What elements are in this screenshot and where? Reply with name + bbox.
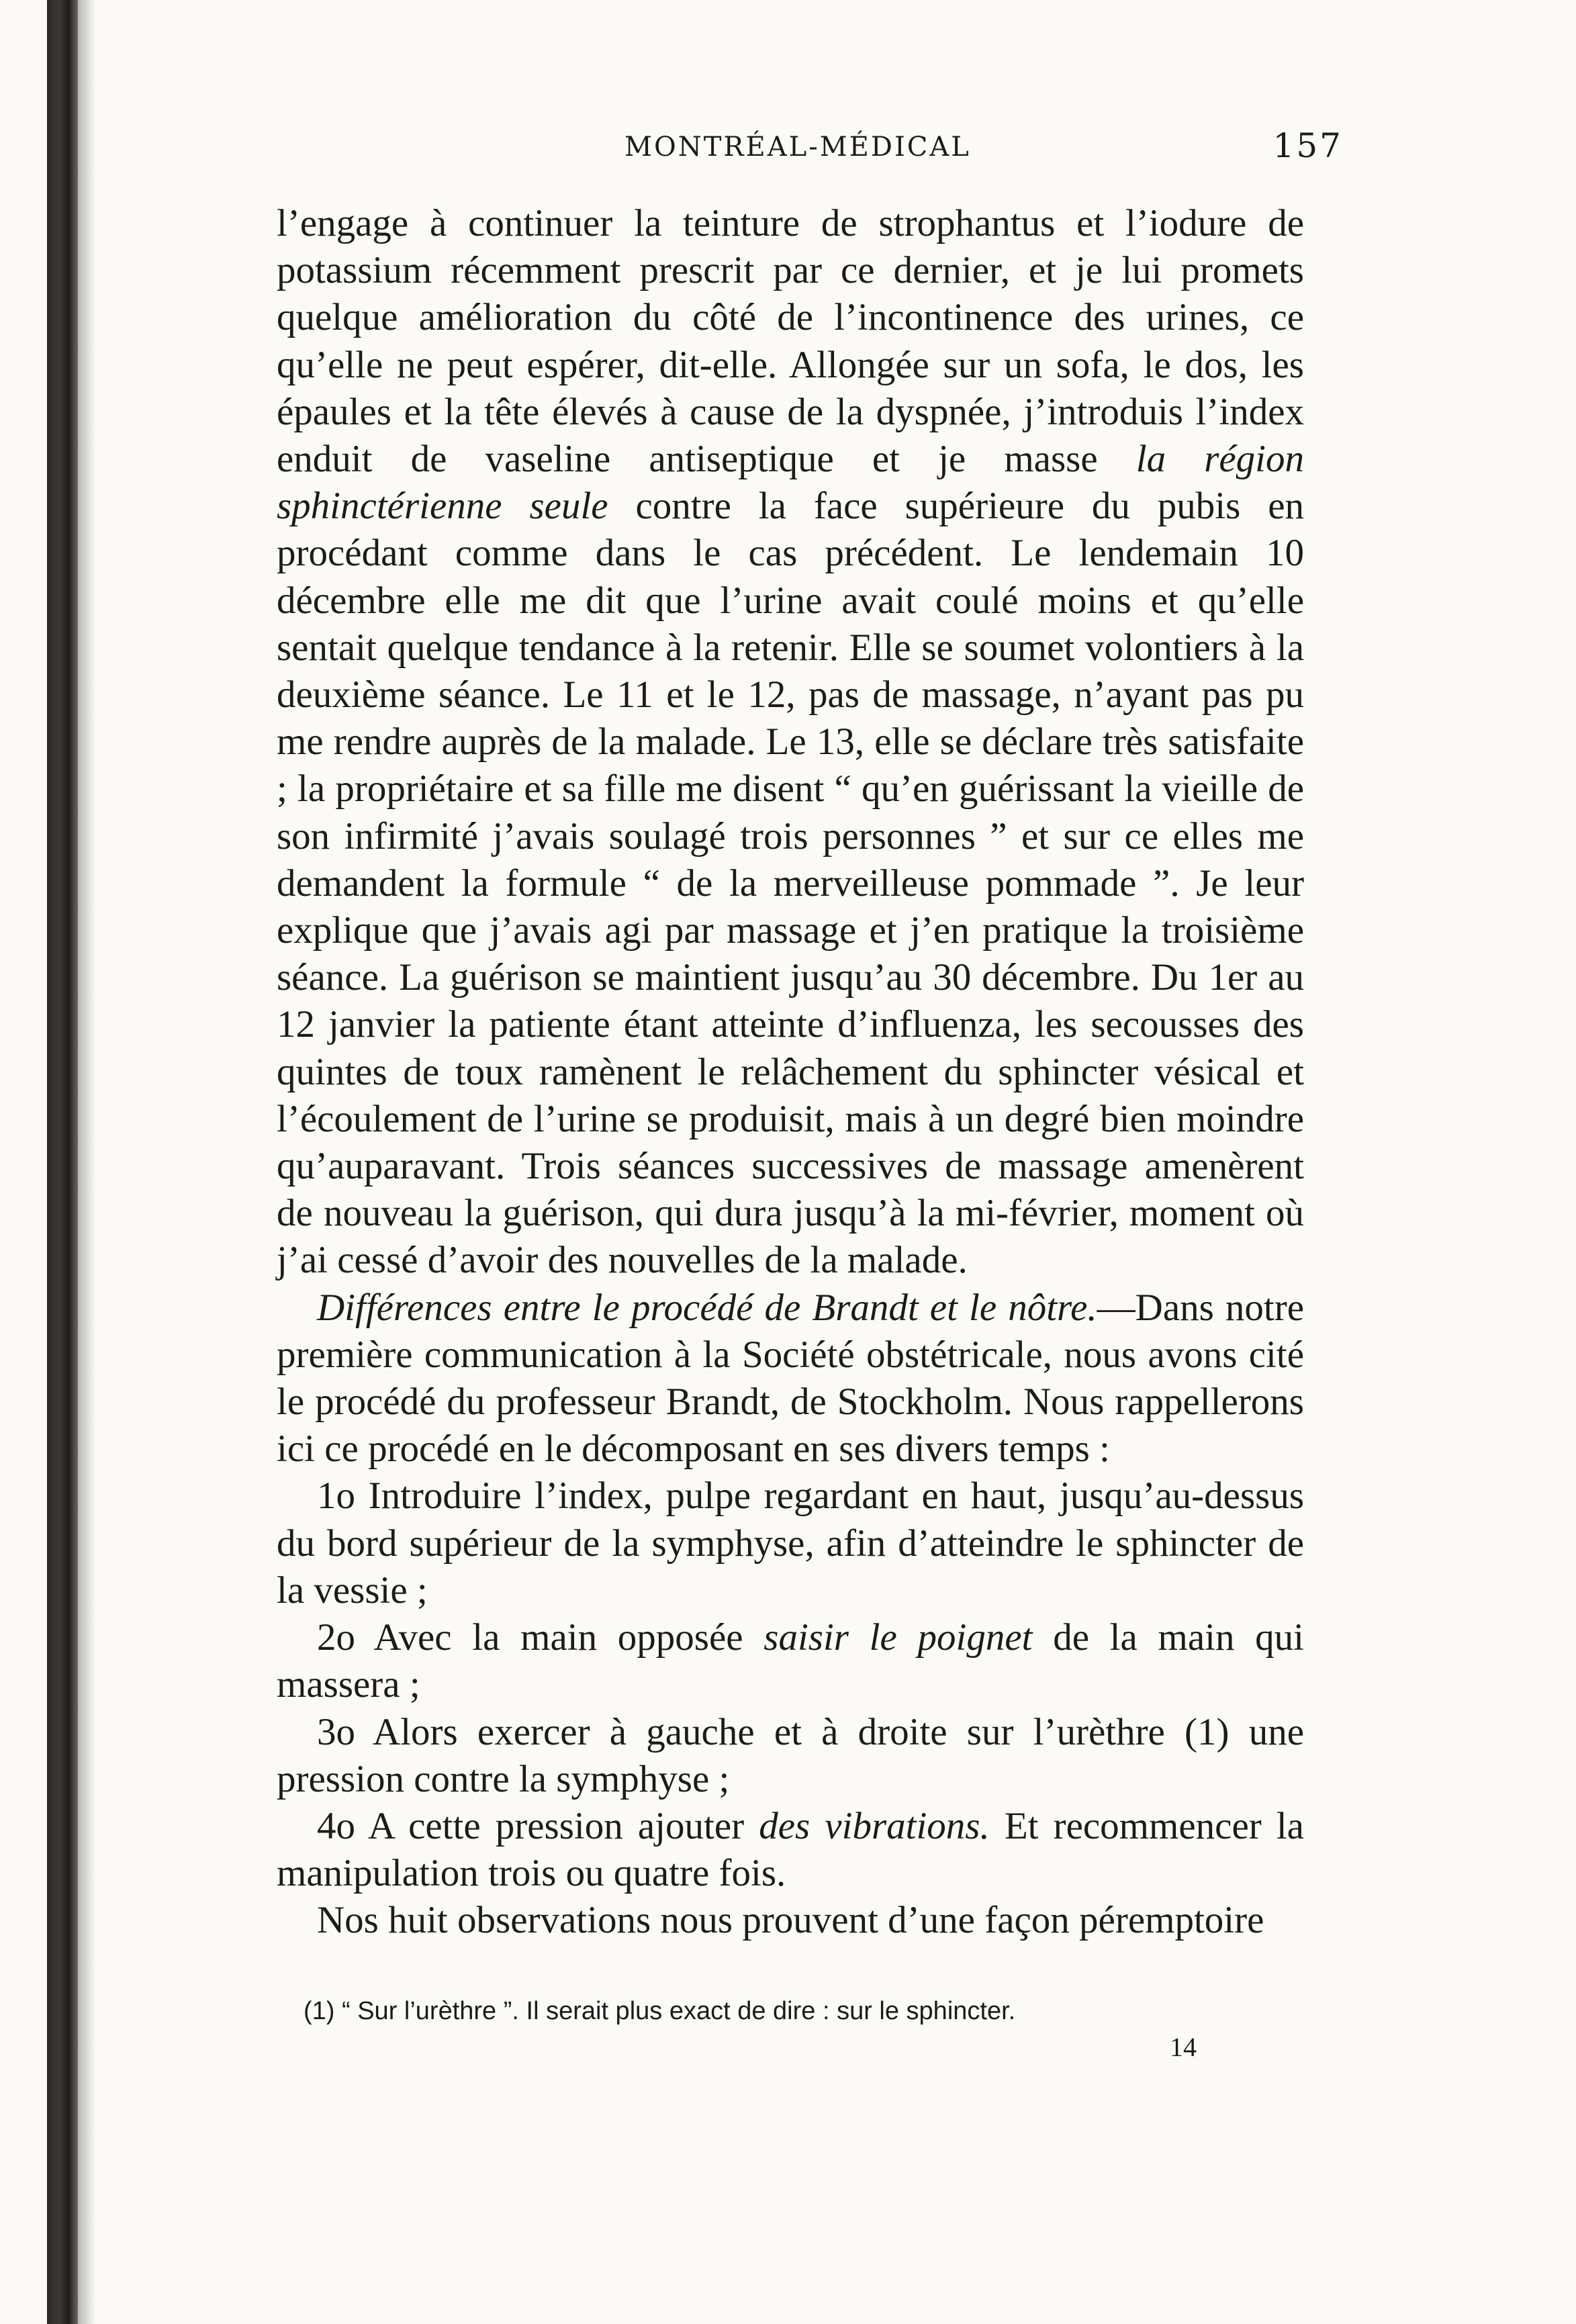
page-number: 157 bbox=[1272, 126, 1343, 165]
paragraph-2 bbox=[277, 1285, 1304, 1473]
paragraph-1 bbox=[277, 200, 1304, 1285]
gutter-shadow bbox=[78, 0, 95, 2324]
list-item-4-a: 4o A cette pression ajouter bbox=[317, 1804, 745, 1847]
paragraph-1-emphasis: la région sphinctérienne seule bbox=[277, 438, 1305, 528]
paragraph-2-text: —Dans notre première communication à la Société obstétricale, nous avons cité le procédé du professeur Brandt, de Stockholm. Nous rappellerons ici ce procédé en le décomposant en ses divers temps : bbox=[277, 1286, 1304, 1471]
list-item-4-b: Et recommencer la manipulation trois ou quatre fois. bbox=[277, 1804, 1304, 1895]
footnote: (1) “ Sur l’urèthre ”. Il serait plus exact de dire : sur le sphincter. bbox=[304, 1997, 1016, 2025]
running-head bbox=[624, 126, 1343, 167]
list-item-2-emphasis: saisir le poignet bbox=[763, 1616, 1033, 1659]
body-text bbox=[277, 200, 1304, 1945]
running-title: MONTRÉAL-MÉDICAL bbox=[624, 132, 971, 162]
paragraph-1-text: l’engage à continuer la teinture de strophantus et l’iodure de potassium récemment prescrit par ce dernier, et je lui promets quelque amélioration du côté de l’incontinence des urines, ce qu’elle ne peut espérer, dit-elle. Allongée sur un sofa, le dos, les épaules et la tête élevés à cause de la dyspnée, j’introduis l’index enduit de vaseline antiseptique et je masse bbox=[277, 202, 1304, 481]
list-item-2-a: 2o Avec la main opposée bbox=[317, 1616, 743, 1659]
section-heading-inline: Différences entre le procédé de Brandt et le nôtre. bbox=[317, 1286, 1097, 1329]
book-binding-edge bbox=[47, 0, 78, 2324]
signature-mark: 14 bbox=[1170, 2032, 1197, 2062]
list-item-4-emphasis: des vibrations. bbox=[759, 1804, 990, 1847]
list-item-2 bbox=[277, 1614, 1304, 1708]
paragraph-last: Nos huit observations nous prouvent d’une façon péremptoire bbox=[317, 1899, 1264, 1942]
list-item-2-b: de la main qui massera ; bbox=[277, 1616, 1305, 1706]
list-item-3: 3o Alors exercer à gauche et à droite sur l’urèthre (1) une pression contre la symphyse ; bbox=[277, 1710, 1304, 1800]
paragraph-1-continued: contre la face supérieure du pubis en procédant comme dans le cas précédent. Le lendemain 10 décembre elle me dit que l’urine avait coulé moins et qu’elle sentait quelque tendance à la retenir. Elle se soumet volontiers à la deuxième séance. Le 11 et le 12, pas de massage, n’ayant pas pu me rendre auprès de la malade. Le 13, elle se déclare très satisfaite ; la propriétaire et sa fille me disent “ qu’en guérissant la vieille de son infirmité j’avais soulagé trois personnes ” et sur ce elles me demandent la formule “ de la merveilleuse pommade ”. Je leur explique que j’avais agi par massage et j’en pratique la troisième séance. La guérison se maintient jusqu’au 30 décembre. Du 1er au 12 janvier la patiente étant atteinte d’influenza, les secousses des quintes de toux ramènent le relâchement du sphincter vésical et l’écoulement de l’urine se produisit, mais à un degré bien moindre qu’auparavant. Trois séances successives de massage amenèrent de nouveau la guérison, qui dura jusqu’à la mi-février, moment où j’ai cessé d’avoir des nouvelles de la malade. bbox=[277, 485, 1304, 1282]
list-item-4 bbox=[277, 1803, 1304, 1897]
list-item-1: 1o Introduire l’index, pulpe regardant en haut, jusqu’au-dessus du bord supérieur de la symphyse, afin d’atteindre le sphincter de la vessie ; bbox=[277, 1475, 1304, 1612]
